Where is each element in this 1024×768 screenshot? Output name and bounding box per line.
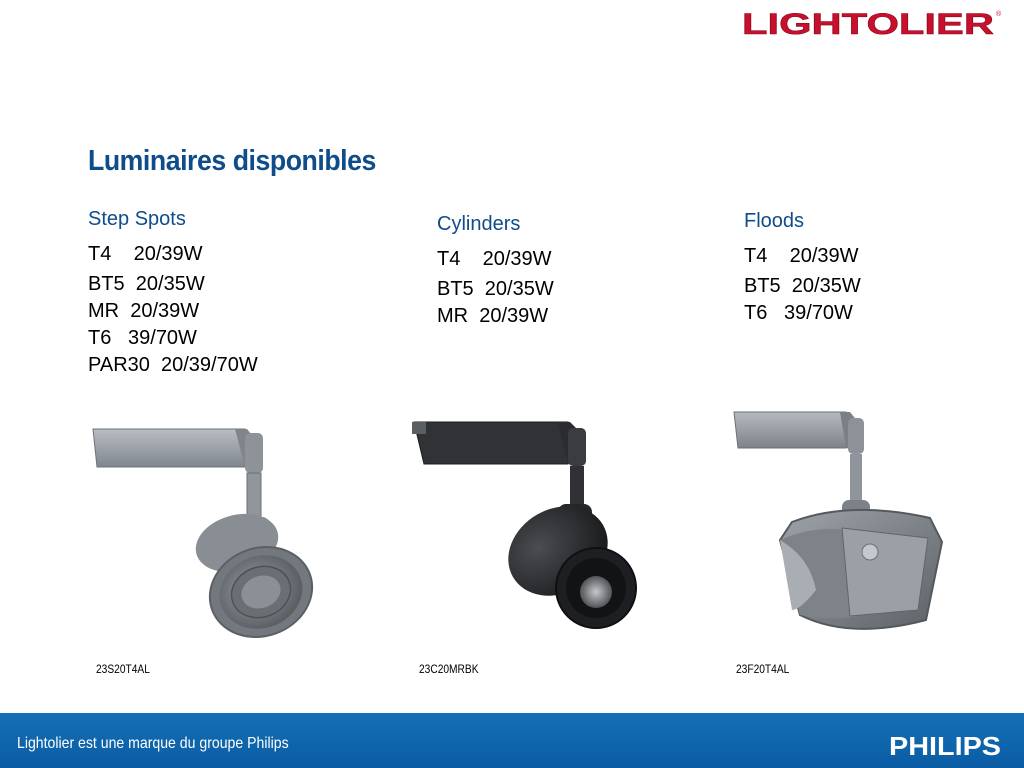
spec-line: BT5 20/35W: [88, 273, 205, 295]
spec-list: [437, 246, 554, 330]
philips-wordmark: PHILIPS: [889, 731, 1001, 761]
spec-line: T6 39/70W: [744, 302, 853, 324]
spec-line: T4 20/39W: [744, 245, 859, 267]
column-heading: Floods: [744, 210, 805, 232]
product-code: 23S20T4AL: [96, 662, 150, 676]
product-code: 23C20MRBK: [419, 662, 479, 676]
step-spots-column: [88, 208, 258, 379]
cylinder-luminaire-image: [408, 418, 648, 638]
product-code: 23F20T4AL: [736, 662, 790, 676]
cylinders-column: [437, 213, 554, 330]
footer-text: Lightolier est une marque du groupe Philips: [17, 735, 289, 752]
brand-wordmark: LIGHTOLIER: [742, 8, 995, 40]
spec-list: [744, 243, 861, 327]
spec-line: T4 20/39W: [88, 243, 203, 265]
footer-bar: [0, 713, 1024, 768]
spec-line: MR 20/39W: [437, 305, 549, 327]
step-spot-luminaire-image: [85, 425, 340, 645]
floods-column: [744, 210, 861, 327]
spec-line: MR 20/39W: [88, 300, 200, 322]
column-heading: Step Spots: [88, 208, 186, 230]
spec-line: BT5 20/35W: [744, 275, 861, 297]
flood-luminaire-image: [730, 410, 948, 630]
philips-logo: [889, 727, 1004, 761]
spec-line: BT5 20/35W: [437, 278, 554, 300]
page-title: Luminaires disponibles: [88, 145, 376, 177]
lightolier-logo: [742, 6, 1004, 40]
svg-text:®: ®: [996, 11, 1002, 18]
spec-line: T4 20/39W: [437, 248, 552, 270]
spec-list: [88, 241, 258, 379]
column-heading: Cylinders: [437, 213, 521, 235]
spec-line: T6 39/70W: [88, 327, 197, 349]
spec-line: PAR30 20/39/70W: [88, 354, 258, 376]
